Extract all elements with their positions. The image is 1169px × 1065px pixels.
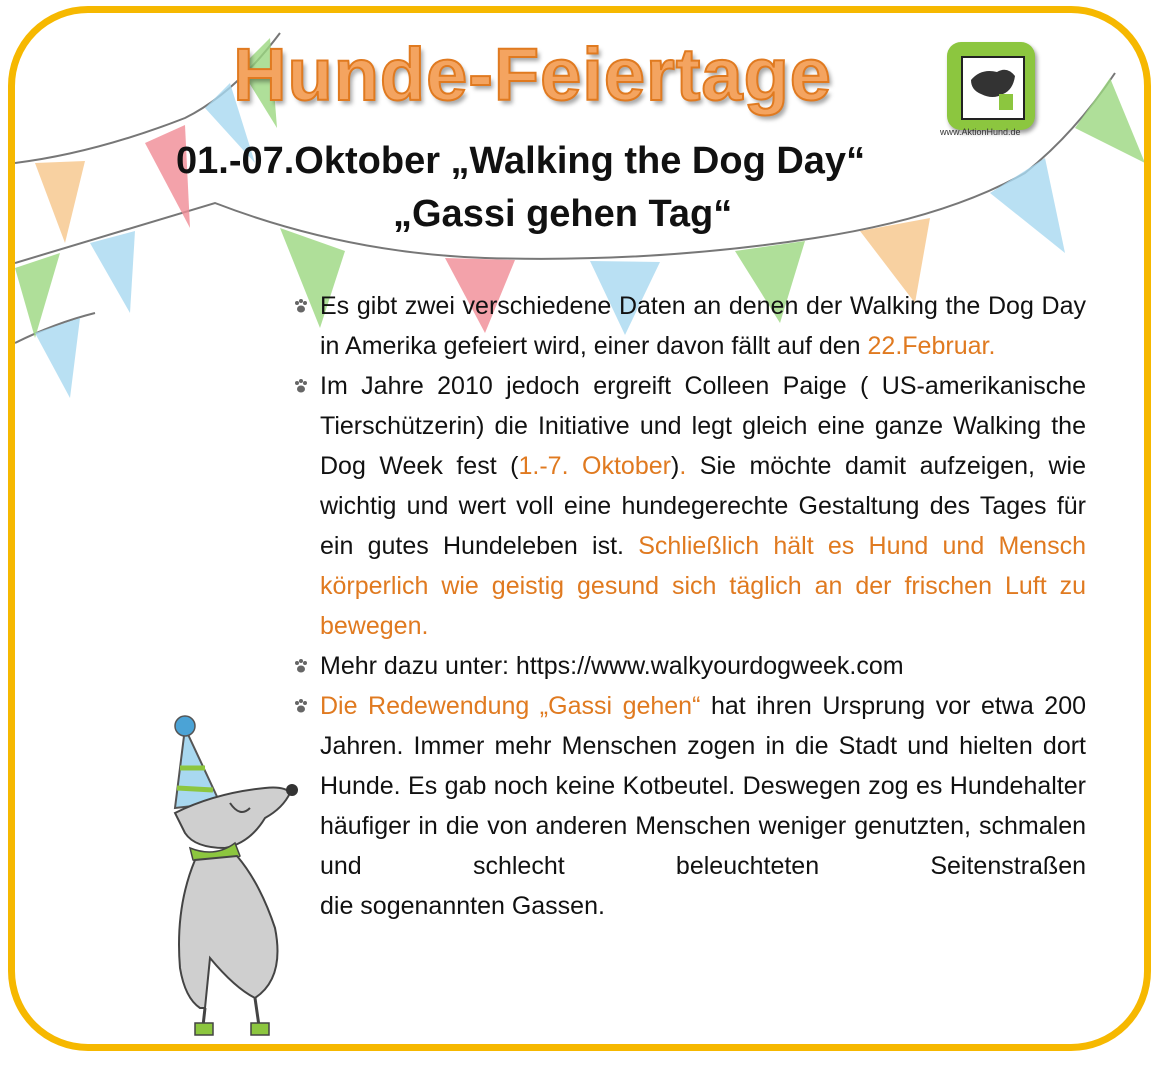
logo-url-text: www.AktionHund.de (940, 127, 1021, 137)
bullet-item-1 (293, 286, 1086, 366)
bullet-text: Es gibt zwei verschiedene Daten an denen der Walking the Dog Day in Amerika gefeiert wird, einer davon fällt auf den (320, 292, 1086, 360)
bullet-item-2 (293, 366, 1086, 646)
bullet-item-3 (293, 646, 1086, 686)
bullet-list (293, 286, 1086, 926)
paw-bullet-icon (293, 298, 309, 314)
highlight-date: 1.-7. Oktober (518, 452, 671, 480)
highlight-text: Die Redewendung „Gassi gehen“ (320, 692, 701, 720)
heading-date: 01.-07.Oktober „Walking the Dog Day“ (176, 140, 866, 182)
page-title: Hunde-Feiertage (233, 33, 832, 116)
paw-bullet-icon (293, 658, 309, 674)
paw-bullet-icon (293, 378, 309, 394)
highlight-text: Schließlich hält es Hund und Mensch körperlich wie geistig gesund sich täglich an der frischen Luft zu bewegen. (320, 532, 1086, 640)
bullet-item-4 (293, 686, 1086, 926)
bullet-text: Im Jahre 2010 jedoch ergreift Colleen Paige ( US-amerikanische Tierschützerin) die Initiative und legt gleich eine ganze Walking the Dog Week fest ( (320, 372, 1086, 480)
party-dog-icon (155, 708, 315, 1038)
highlight-period: . (679, 452, 687, 480)
paw-bullet-icon (293, 698, 309, 714)
heading-subtitle: „Gassi gehen Tag“ (393, 193, 733, 235)
highlight-date: 22.Februar. (867, 332, 996, 360)
bullet-text: Sie möchte damit aufzeigen, wie wichtig und wert voll eine hundegerechte Gestaltung des Tages für ein gutes Hundeleben ist. (320, 452, 1086, 560)
bullet-text-last: die sogenannten Gassen. (320, 892, 605, 920)
bullet-text: hat ihren Ursprung vor etwa 200 Jahren. Immer mehr Menschen zogen in die Stadt und hielten dort Hunde. Es gab noch keine Kotbeutel. Deswegen zog es Hundehalter häufiger in die von anderen Menschen weniger genutzten, schmalen und schlecht beleuchteten Seitenstraßen (320, 692, 1086, 880)
bullet-text: Mehr dazu unter: https://www.walkyourdogweek.com (320, 652, 904, 680)
bullet-text: ) (670, 452, 680, 480)
